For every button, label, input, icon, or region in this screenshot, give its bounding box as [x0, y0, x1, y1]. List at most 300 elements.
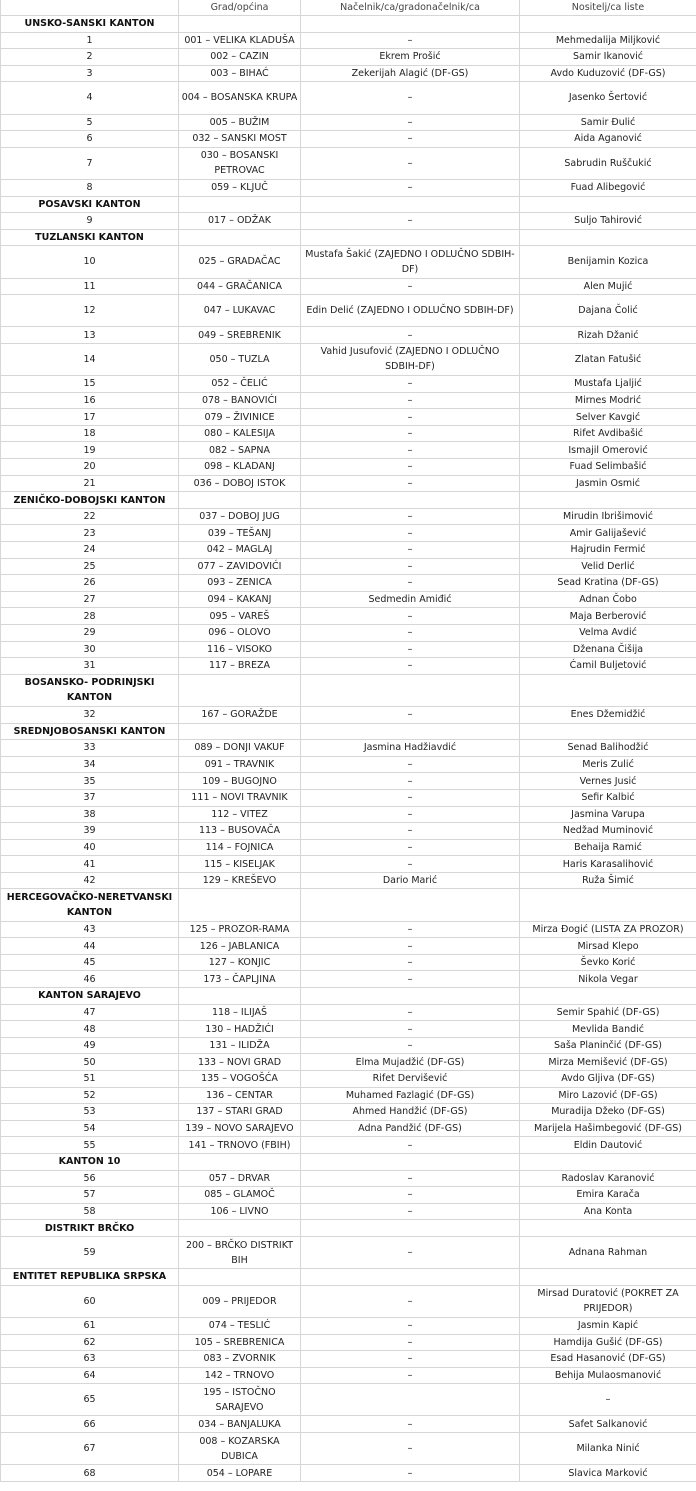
row-number: 4	[1, 82, 179, 114]
mayor-cell: –	[301, 921, 520, 938]
mayor-cell: Zekerijah Alagić (DF-GS)	[301, 65, 520, 82]
row-number: 2	[1, 49, 179, 66]
city-cell: 052 – ČELIĆ	[179, 376, 301, 393]
city-cell: 049 – SREBRENIK	[179, 327, 301, 344]
mayor-cell: –	[301, 525, 520, 542]
table-row	[1, 82, 696, 114]
region-row	[1, 1153, 696, 1170]
row-number: 12	[1, 295, 179, 327]
row-number: 60	[1, 1285, 179, 1317]
mayor-cell: –	[301, 789, 520, 806]
list-holder-cell: Miro Lazović (DF-GS)	[520, 1087, 696, 1104]
row-number: 6	[1, 131, 179, 148]
list-holder-cell: Rifet Avdibašić	[520, 425, 696, 442]
mayor-cell: –	[301, 839, 520, 856]
city-cell: 118 – ILIJAŠ	[179, 1004, 301, 1021]
table-row	[1, 938, 696, 955]
list-holder-cell: Vernes Jusić	[520, 773, 696, 790]
list-holder-cell: Mustafa Ljaljić	[520, 376, 696, 393]
list-holder-cell: Eldin Dautović	[520, 1137, 696, 1154]
region-name: DISTRIKT BRČKO	[1, 1220, 179, 1237]
table-header-row	[1, 0, 696, 16]
mayor-cell: –	[301, 327, 520, 344]
empty-cell	[301, 674, 520, 706]
mayor-cell: –	[301, 658, 520, 675]
row-number: 33	[1, 740, 179, 757]
table-row	[1, 1120, 696, 1137]
city-cell: 106 – LIVNO	[179, 1203, 301, 1220]
list-holder-cell: Mirsad Klepo	[520, 938, 696, 955]
list-holder-cell: Saša Planinčić (DF-GS)	[520, 1037, 696, 1054]
mayor-cell: Elma Mujadžić (DF-GS)	[301, 1054, 520, 1071]
mayor-cell: –	[301, 823, 520, 840]
empty-cell	[179, 889, 301, 921]
list-holder-cell: Dajana Čolić	[520, 295, 696, 327]
header-city: Grad/općina	[179, 0, 301, 16]
mayor-cell: –	[301, 1465, 520, 1482]
table-row	[1, 508, 696, 525]
table-row	[1, 658, 696, 675]
table-row	[1, 1054, 696, 1071]
list-holder-cell: Mevlida Bandić	[520, 1021, 696, 1038]
mayor-cell: –	[301, 1433, 520, 1465]
mayor-cell: –	[301, 806, 520, 823]
list-holder-cell: Sefir Kalbić	[520, 789, 696, 806]
list-holder-cell: Muradija Džeko (DF-GS)	[520, 1104, 696, 1121]
region-name: ENTITET REPUBLIKA SRPSKA	[1, 1269, 179, 1286]
list-holder-cell: Sabrudin Ruščukić	[520, 147, 696, 179]
mayor-cell: Muhamed Fazlagić (DF-GS)	[301, 1087, 520, 1104]
row-number: 22	[1, 508, 179, 525]
row-number: 46	[1, 971, 179, 988]
mayor-cell: –	[301, 1004, 520, 1021]
city-cell: 008 – KOZARSKA DUBICA	[179, 1433, 301, 1465]
empty-cell	[301, 988, 520, 1005]
empty-cell	[520, 674, 696, 706]
city-cell: 085 – GLAMOČ	[179, 1187, 301, 1204]
mayor-cell: Edin Delić (ZAJEDNO I ODLUČNO SDBIH-DF)	[301, 295, 520, 327]
table-row	[1, 608, 696, 625]
mayor-cell: –	[301, 475, 520, 492]
row-number: 10	[1, 246, 179, 278]
city-cell: 077 – ZAVIDOVIĆI	[179, 558, 301, 575]
table-row	[1, 1433, 696, 1465]
list-holder-cell: Avdo Gljiva (DF-GS)	[520, 1071, 696, 1088]
row-number: 49	[1, 1037, 179, 1054]
city-cell: 025 – GRADAČAC	[179, 246, 301, 278]
list-holder-cell: Emira Karača	[520, 1187, 696, 1204]
mayor-cell: –	[301, 1187, 520, 1204]
row-number: 28	[1, 608, 179, 625]
city-cell: 135 – VOGOŠĆA	[179, 1071, 301, 1088]
table-row	[1, 295, 696, 327]
empty-cell	[179, 1153, 301, 1170]
row-number: 62	[1, 1334, 179, 1351]
mayor-cell: –	[301, 954, 520, 971]
empty-cell	[520, 1220, 696, 1237]
table-row	[1, 459, 696, 476]
mayor-cell: –	[301, 542, 520, 559]
row-number: 67	[1, 1433, 179, 1465]
region-row	[1, 16, 696, 33]
region-row	[1, 674, 696, 706]
empty-cell	[520, 229, 696, 246]
row-number: 42	[1, 872, 179, 889]
table-row	[1, 1285, 696, 1317]
table-row	[1, 213, 696, 230]
row-number: 7	[1, 147, 179, 179]
list-holder-cell: Marijela Hašimbegović (DF-GS)	[520, 1120, 696, 1137]
city-cell: 079 – ŽIVINICE	[179, 409, 301, 426]
city-cell: 034 – BANJALUKA	[179, 1416, 301, 1433]
list-holder-cell: Mirudin Ibrišimović	[520, 508, 696, 525]
list-holder-cell: Senad Balihodžić	[520, 740, 696, 757]
row-number: 24	[1, 542, 179, 559]
list-holder-cell: Benijamin Kozica	[520, 246, 696, 278]
table-row	[1, 1416, 696, 1433]
table-row	[1, 147, 696, 179]
city-cell: 082 – SAPNA	[179, 442, 301, 459]
table-row	[1, 756, 696, 773]
empty-cell	[520, 988, 696, 1005]
table-row	[1, 542, 696, 559]
row-number: 58	[1, 1203, 179, 1220]
row-number: 68	[1, 1465, 179, 1482]
city-cell: 001 – VELIKA KLADUŠA	[179, 32, 301, 49]
row-number: 1	[1, 32, 179, 49]
table-row	[1, 706, 696, 723]
mayor-cell: –	[301, 376, 520, 393]
row-number: 64	[1, 1367, 179, 1384]
row-number: 53	[1, 1104, 179, 1121]
list-holder-cell: Haris Karasalihović	[520, 856, 696, 873]
mayor-cell: –	[301, 706, 520, 723]
city-cell: 111 – NOVI TRAVNIK	[179, 789, 301, 806]
city-cell: 050 – TUZLA	[179, 343, 301, 375]
row-number: 44	[1, 938, 179, 955]
mayor-cell: Dario Marić	[301, 872, 520, 889]
list-holder-cell: Samir Ikanović	[520, 49, 696, 66]
mayor-cell: Adna Pandžić (DF-GS)	[301, 1120, 520, 1137]
city-cell: 074 – TESLIĆ	[179, 1317, 301, 1334]
mayor-cell: –	[301, 641, 520, 658]
table-row	[1, 1203, 696, 1220]
city-cell: 133 – NOVI GRAD	[179, 1054, 301, 1071]
list-holder-cell: Radoslav Karanović	[520, 1170, 696, 1187]
table-row	[1, 839, 696, 856]
table-row	[1, 872, 696, 889]
region-name: TUZLANSKI KANTON	[1, 229, 179, 246]
row-number: 45	[1, 954, 179, 971]
table-row	[1, 1351, 696, 1368]
region-row	[1, 1220, 696, 1237]
list-holder-cell: Ševko Korić	[520, 954, 696, 971]
list-holder-cell: Mirnes Modrić	[520, 392, 696, 409]
mayor-cell: –	[301, 1170, 520, 1187]
table-row	[1, 740, 696, 757]
city-cell: 036 – DOBOJ ISTOK	[179, 475, 301, 492]
list-holder-cell: Jasmin Osmić	[520, 475, 696, 492]
city-cell: 080 – KALESIJA	[179, 425, 301, 442]
city-cell: 054 – LOPARE	[179, 1465, 301, 1482]
city-cell: 002 – CAZIN	[179, 49, 301, 66]
city-cell: 113 – BUSOVAČA	[179, 823, 301, 840]
empty-cell	[179, 16, 301, 33]
empty-cell	[179, 196, 301, 213]
mayor-cell: –	[301, 1137, 520, 1154]
mayor-cell: –	[301, 608, 520, 625]
row-number: 19	[1, 442, 179, 459]
list-holder-cell: Semir Spahić (DF-GS)	[520, 1004, 696, 1021]
empty-cell	[301, 1220, 520, 1237]
row-number: 11	[1, 278, 179, 295]
city-cell: 129 – KREŠEVO	[179, 872, 301, 889]
row-number: 32	[1, 706, 179, 723]
region-row	[1, 889, 696, 921]
row-number: 38	[1, 806, 179, 823]
list-holder-cell: Meris Zulić	[520, 756, 696, 773]
mayor-cell: –	[301, 131, 520, 148]
mayor-cell: –	[301, 938, 520, 955]
row-number: 47	[1, 1004, 179, 1021]
list-holder-cell: Amir Galijašević	[520, 525, 696, 542]
city-cell: 098 – KLADANJ	[179, 459, 301, 476]
row-number: 9	[1, 213, 179, 230]
mayor-cell: –	[301, 1317, 520, 1334]
header-list-holder: Nositelj/ca liste	[520, 0, 696, 16]
list-holder-cell: Ćamil Buljetović	[520, 658, 696, 675]
empty-cell	[179, 723, 301, 740]
row-number: 52	[1, 1087, 179, 1104]
list-holder-cell: Velid Derlić	[520, 558, 696, 575]
mayor-cell: –	[301, 114, 520, 131]
row-number: 5	[1, 114, 179, 131]
row-number: 50	[1, 1054, 179, 1071]
city-cell: 109 – BUGOJNO	[179, 773, 301, 790]
mayor-cell: Mustafa Šakić (ZAJEDNO I ODLUČNO SDBIH-DF)	[301, 246, 520, 278]
table-row	[1, 1037, 696, 1054]
list-holder-cell: Safet Salkanović	[520, 1416, 696, 1433]
mayor-cell: –	[301, 213, 520, 230]
region-name: BOSANSKO- PODRINJSKI KANTON	[1, 674, 179, 706]
row-number: 16	[1, 392, 179, 409]
mayor-cell: –	[301, 32, 520, 49]
city-cell: 200 – BRČKO DISTRIKT BIH	[179, 1236, 301, 1268]
empty-cell	[520, 1153, 696, 1170]
city-cell: 078 – BANOVIĆI	[179, 392, 301, 409]
city-cell: 017 – ODŽAK	[179, 213, 301, 230]
empty-cell	[301, 1153, 520, 1170]
mayor-cell: –	[301, 1021, 520, 1038]
empty-cell	[179, 1220, 301, 1237]
table-row	[1, 1071, 696, 1088]
table-row	[1, 343, 696, 375]
list-holder-cell: Behaija Ramić	[520, 839, 696, 856]
list-holder-cell: Jasmin Kapić	[520, 1317, 696, 1334]
list-holder-cell: Milanka Ninić	[520, 1433, 696, 1465]
table-row	[1, 921, 696, 938]
row-number: 18	[1, 425, 179, 442]
list-holder-cell: Hamdija Gušić (DF-GS)	[520, 1334, 696, 1351]
city-cell: 114 – FOJNICA	[179, 839, 301, 856]
list-holder-cell: Adnana Rahman	[520, 1236, 696, 1268]
table-row	[1, 1317, 696, 1334]
empty-cell	[520, 16, 696, 33]
table-row	[1, 425, 696, 442]
mayor-cell: –	[301, 278, 520, 295]
region-name: KANTON 10	[1, 1153, 179, 1170]
row-number: 23	[1, 525, 179, 542]
table-row	[1, 575, 696, 592]
list-holder-cell: Mirza Đogić (LISTA ZA PROZOR)	[520, 921, 696, 938]
table-row	[1, 1187, 696, 1204]
list-holder-cell: Jasenko Šertović	[520, 82, 696, 114]
row-number: 14	[1, 343, 179, 375]
table-row	[1, 773, 696, 790]
empty-cell	[520, 492, 696, 509]
city-cell: 039 – TEŠANJ	[179, 525, 301, 542]
list-holder-cell: Ana Konta	[520, 1203, 696, 1220]
city-cell: 083 – ZVORNIK	[179, 1351, 301, 1368]
empty-cell	[179, 229, 301, 246]
region-row	[1, 723, 696, 740]
city-cell: 130 – HADŽIĆI	[179, 1021, 301, 1038]
city-cell: 009 – PRIJEDOR	[179, 1285, 301, 1317]
table-body	[1, 16, 696, 1482]
city-cell: 094 – KAKANJ	[179, 591, 301, 608]
city-cell: 059 – KLJUČ	[179, 179, 301, 196]
region-name: POSAVSKI KANTON	[1, 196, 179, 213]
empty-cell	[520, 723, 696, 740]
row-number: 21	[1, 475, 179, 492]
row-number: 48	[1, 1021, 179, 1038]
city-cell: 042 – MAGLAJ	[179, 542, 301, 559]
mayor-cell: –	[301, 147, 520, 179]
table-row	[1, 131, 696, 148]
table-row	[1, 558, 696, 575]
row-number: 39	[1, 823, 179, 840]
list-holder-cell: Rizah Džanić	[520, 327, 696, 344]
list-holder-cell: Mehmedalija Miljković	[520, 32, 696, 49]
mayor-cell: –	[301, 1367, 520, 1384]
table-row	[1, 789, 696, 806]
empty-cell	[301, 16, 520, 33]
mayor-cell: –	[301, 82, 520, 114]
row-number: 43	[1, 921, 179, 938]
region-row	[1, 1269, 696, 1286]
table-row	[1, 409, 696, 426]
list-holder-cell: Maja Berberović	[520, 608, 696, 625]
list-holder-cell: Ruža Šimić	[520, 872, 696, 889]
row-number: 37	[1, 789, 179, 806]
table-row	[1, 179, 696, 196]
city-cell: 116 – VISOKO	[179, 641, 301, 658]
list-holder-cell: Enes Džemidžić	[520, 706, 696, 723]
mayor-cell: –	[301, 1334, 520, 1351]
list-holder-cell: –	[520, 1384, 696, 1416]
table-row	[1, 1170, 696, 1187]
mayor-cell: –	[301, 575, 520, 592]
row-number: 29	[1, 624, 179, 641]
city-cell: 105 – SREBRENICA	[179, 1334, 301, 1351]
row-number: 55	[1, 1137, 179, 1154]
mayor-cell: –	[301, 773, 520, 790]
mayor-cell: –	[301, 459, 520, 476]
row-number: 66	[1, 1416, 179, 1433]
city-cell: 037 – DOBOJ JUG	[179, 508, 301, 525]
table-row	[1, 1236, 696, 1268]
city-cell: 137 – STARI GRAD	[179, 1104, 301, 1121]
city-cell: 003 – BIHAĆ	[179, 65, 301, 82]
list-holder-cell: Velma Avdić	[520, 624, 696, 641]
mayor-cell	[301, 1384, 520, 1416]
region-name: ZENIČKO-DOBOJSKI KANTON	[1, 492, 179, 509]
city-cell: 141 – TRNOVO (FBIH)	[179, 1137, 301, 1154]
mayor-cell: –	[301, 1351, 520, 1368]
list-holder-cell: Fuad Alibegović	[520, 179, 696, 196]
city-cell: 126 – JABLANICA	[179, 938, 301, 955]
city-cell: 030 – BOSANSKI PETROVAC	[179, 147, 301, 179]
empty-cell	[301, 723, 520, 740]
list-holder-cell: Samir Đulić	[520, 114, 696, 131]
empty-cell	[520, 196, 696, 213]
city-cell: 057 – DRVAR	[179, 1170, 301, 1187]
table-row	[1, 806, 696, 823]
row-number: 63	[1, 1351, 179, 1368]
city-cell: 032 – SANSKI MOST	[179, 131, 301, 148]
list-holder-cell: Esad Hasanović (DF-GS)	[520, 1351, 696, 1368]
region-name: HERCEGOVAČKO-NERETVANSKI KANTON	[1, 889, 179, 921]
table-row	[1, 954, 696, 971]
mayor-cell: –	[301, 756, 520, 773]
row-number: 35	[1, 773, 179, 790]
empty-cell	[301, 1269, 520, 1286]
empty-cell	[179, 988, 301, 1005]
mayor-cell: –	[301, 179, 520, 196]
table-row	[1, 641, 696, 658]
table-row	[1, 1334, 696, 1351]
list-holder-cell: Mirsad Duratović (POKRET ZA PRIJEDOR)	[520, 1285, 696, 1317]
mayor-cell: Vahid Jusufović (ZAJEDNO I ODLUČNO SDBIH-DF)	[301, 343, 520, 375]
table-row	[1, 327, 696, 344]
table-row	[1, 65, 696, 82]
empty-cell	[301, 492, 520, 509]
row-number: 17	[1, 409, 179, 426]
region-row	[1, 988, 696, 1005]
list-holder-cell: Jasmina Varupa	[520, 806, 696, 823]
mayor-cell: –	[301, 1037, 520, 1054]
table-row	[1, 392, 696, 409]
row-number: 3	[1, 65, 179, 82]
city-cell: 167 – GORAŽDE	[179, 706, 301, 723]
city-cell: 117 – BREZA	[179, 658, 301, 675]
table-row	[1, 1021, 696, 1038]
list-holder-cell: Avdo Kuduzović (DF-GS)	[520, 65, 696, 82]
row-number: 56	[1, 1170, 179, 1187]
table-row	[1, 376, 696, 393]
list-holder-cell: Suljo Tahirović	[520, 213, 696, 230]
mayor-cell: –	[301, 409, 520, 426]
mayor-cell: –	[301, 392, 520, 409]
row-number: 8	[1, 179, 179, 196]
table-row	[1, 624, 696, 641]
region-row	[1, 196, 696, 213]
region-row	[1, 229, 696, 246]
city-cell: 142 – TRNOVO	[179, 1367, 301, 1384]
city-cell: 044 – GRAČANICA	[179, 278, 301, 295]
row-number: 54	[1, 1120, 179, 1137]
empty-cell	[301, 889, 520, 921]
